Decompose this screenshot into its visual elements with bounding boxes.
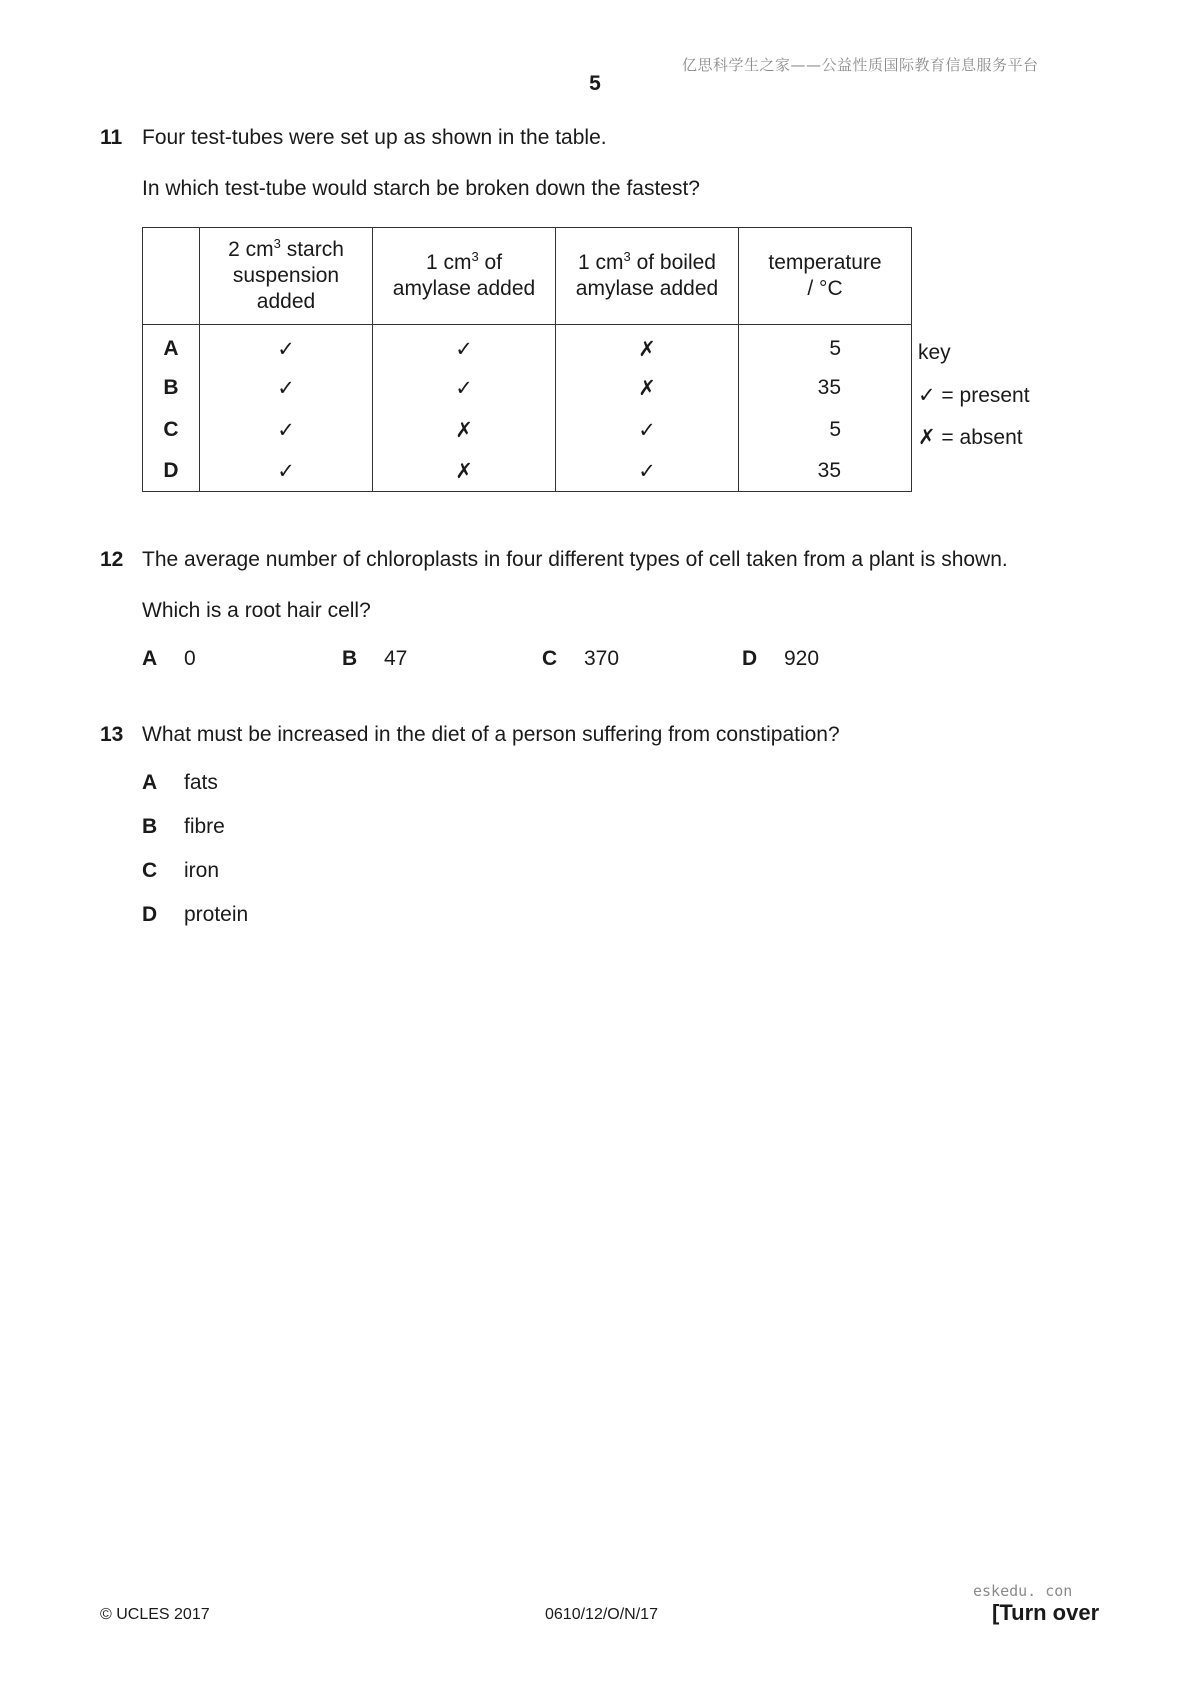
cell-starch: ✓ [200,325,373,368]
row-label: C [143,409,200,451]
q12-option-a-letter: A [142,647,158,670]
question-11-prompt: In which test-tube would starch be broken down the fastest? [142,177,700,200]
q13-option-a-letter: A [142,771,158,794]
q13-option-d-letter: D [142,903,158,926]
key-present: ✓ = present [918,384,1030,407]
header-amylase-sup: 3 [471,249,479,264]
cell-boiled: ✗ [556,325,739,368]
cell-amylase: ✓ [373,367,556,409]
row-label: B [143,367,200,409]
header-starch [200,228,373,325]
cell-boiled: ✓ [556,409,739,451]
key-absent: ✗ = absent [918,426,1023,449]
table-row-c [143,409,912,451]
header-boiled-sup: 3 [623,249,631,264]
test-tube-table [142,227,912,492]
header-boiled-amylase [556,228,739,325]
q13-option-b-letter: B [142,815,158,838]
header-starch-prefix: 2 cm [228,238,274,261]
cell-temp: 35 [739,451,912,492]
page-number: 5 [589,72,601,95]
q12-option-c-letter: C [542,647,558,670]
table-row-d [143,451,912,492]
question-12-prompt: Which is a root hair cell? [142,599,371,622]
header-amylase-rest: of [478,251,503,274]
cell-amylase: ✗ [373,409,556,451]
header-starch-rest: starch [280,238,344,261]
question-13-text: What must be increased in the diet of a person suffering from constipation? [142,723,840,746]
header-temp-line1: temperature [768,251,882,274]
q13-option-d-value: protein [184,903,249,926]
question-11-number: 11 [100,126,123,149]
footer-turn-over: [Turn over [992,1600,1100,1625]
question-13-number: 13 [100,723,124,746]
q13-option-c-letter: C [142,859,158,882]
header-starch-line3: added [256,290,316,313]
table-header-row [143,228,912,325]
row-label: A [143,325,200,368]
header-amylase [373,228,556,325]
footer-paper-code: 0610/12/O/N/17 [545,1606,658,1623]
cell-amylase: ✓ [373,325,556,368]
footer-copyright: © UCLES 2017 [100,1606,210,1623]
header-watermark: 亿思科学生之家——公益性质国际教育信息服务平台 [682,56,1039,74]
question-12-number: 12 [100,548,124,571]
key-title: key [918,341,951,364]
header-temperature [739,228,912,325]
q13-option-a-value: fats [184,771,218,794]
q13-option-b-value: fibre [184,815,225,838]
q12-option-d-value: 920 [784,647,820,670]
q13-option-c-value: iron [184,859,220,882]
cell-temp: 5 [739,409,912,451]
cell-starch: ✓ [200,451,373,492]
header-amylase-prefix: 1 cm [425,251,472,274]
q12-option-b-value: 47 [384,647,408,670]
cell-boiled: ✗ [556,367,739,409]
q12-option-c-value: 370 [584,647,620,670]
q12-option-a-value: 0 [184,647,196,670]
header-empty-cell [143,228,200,325]
cell-starch: ✓ [200,409,373,451]
table-row-b [143,367,912,409]
q12-option-b-letter: B [342,647,358,670]
question-11-text: Four test-tubes were set up as shown in the table. [142,126,607,149]
header-starch-sup: 3 [273,236,281,251]
footer-watermark: eskedu. con [973,1582,1073,1600]
header-amylase-line2: amylase added [392,277,536,300]
header-boiled-rest: of boiled [630,251,716,274]
cell-starch: ✓ [200,367,373,409]
cell-boiled: ✓ [556,451,739,492]
row-label: D [143,451,200,492]
cell-amylase: ✗ [373,451,556,492]
header-temp-line2: / °C [807,277,843,300]
header-boiled-prefix: 1 cm [578,251,624,274]
table-row-a [143,325,912,368]
cell-temp: 35 [739,367,912,409]
q12-option-d-letter: D [742,647,758,670]
header-starch-line2: suspension [232,264,340,287]
cell-temp: 5 [739,325,912,368]
question-12-text: The average number of chloroplasts in four different types of cell taken from a plant is shown. [142,548,1008,571]
header-boiled-line2: amylase added [575,277,719,300]
